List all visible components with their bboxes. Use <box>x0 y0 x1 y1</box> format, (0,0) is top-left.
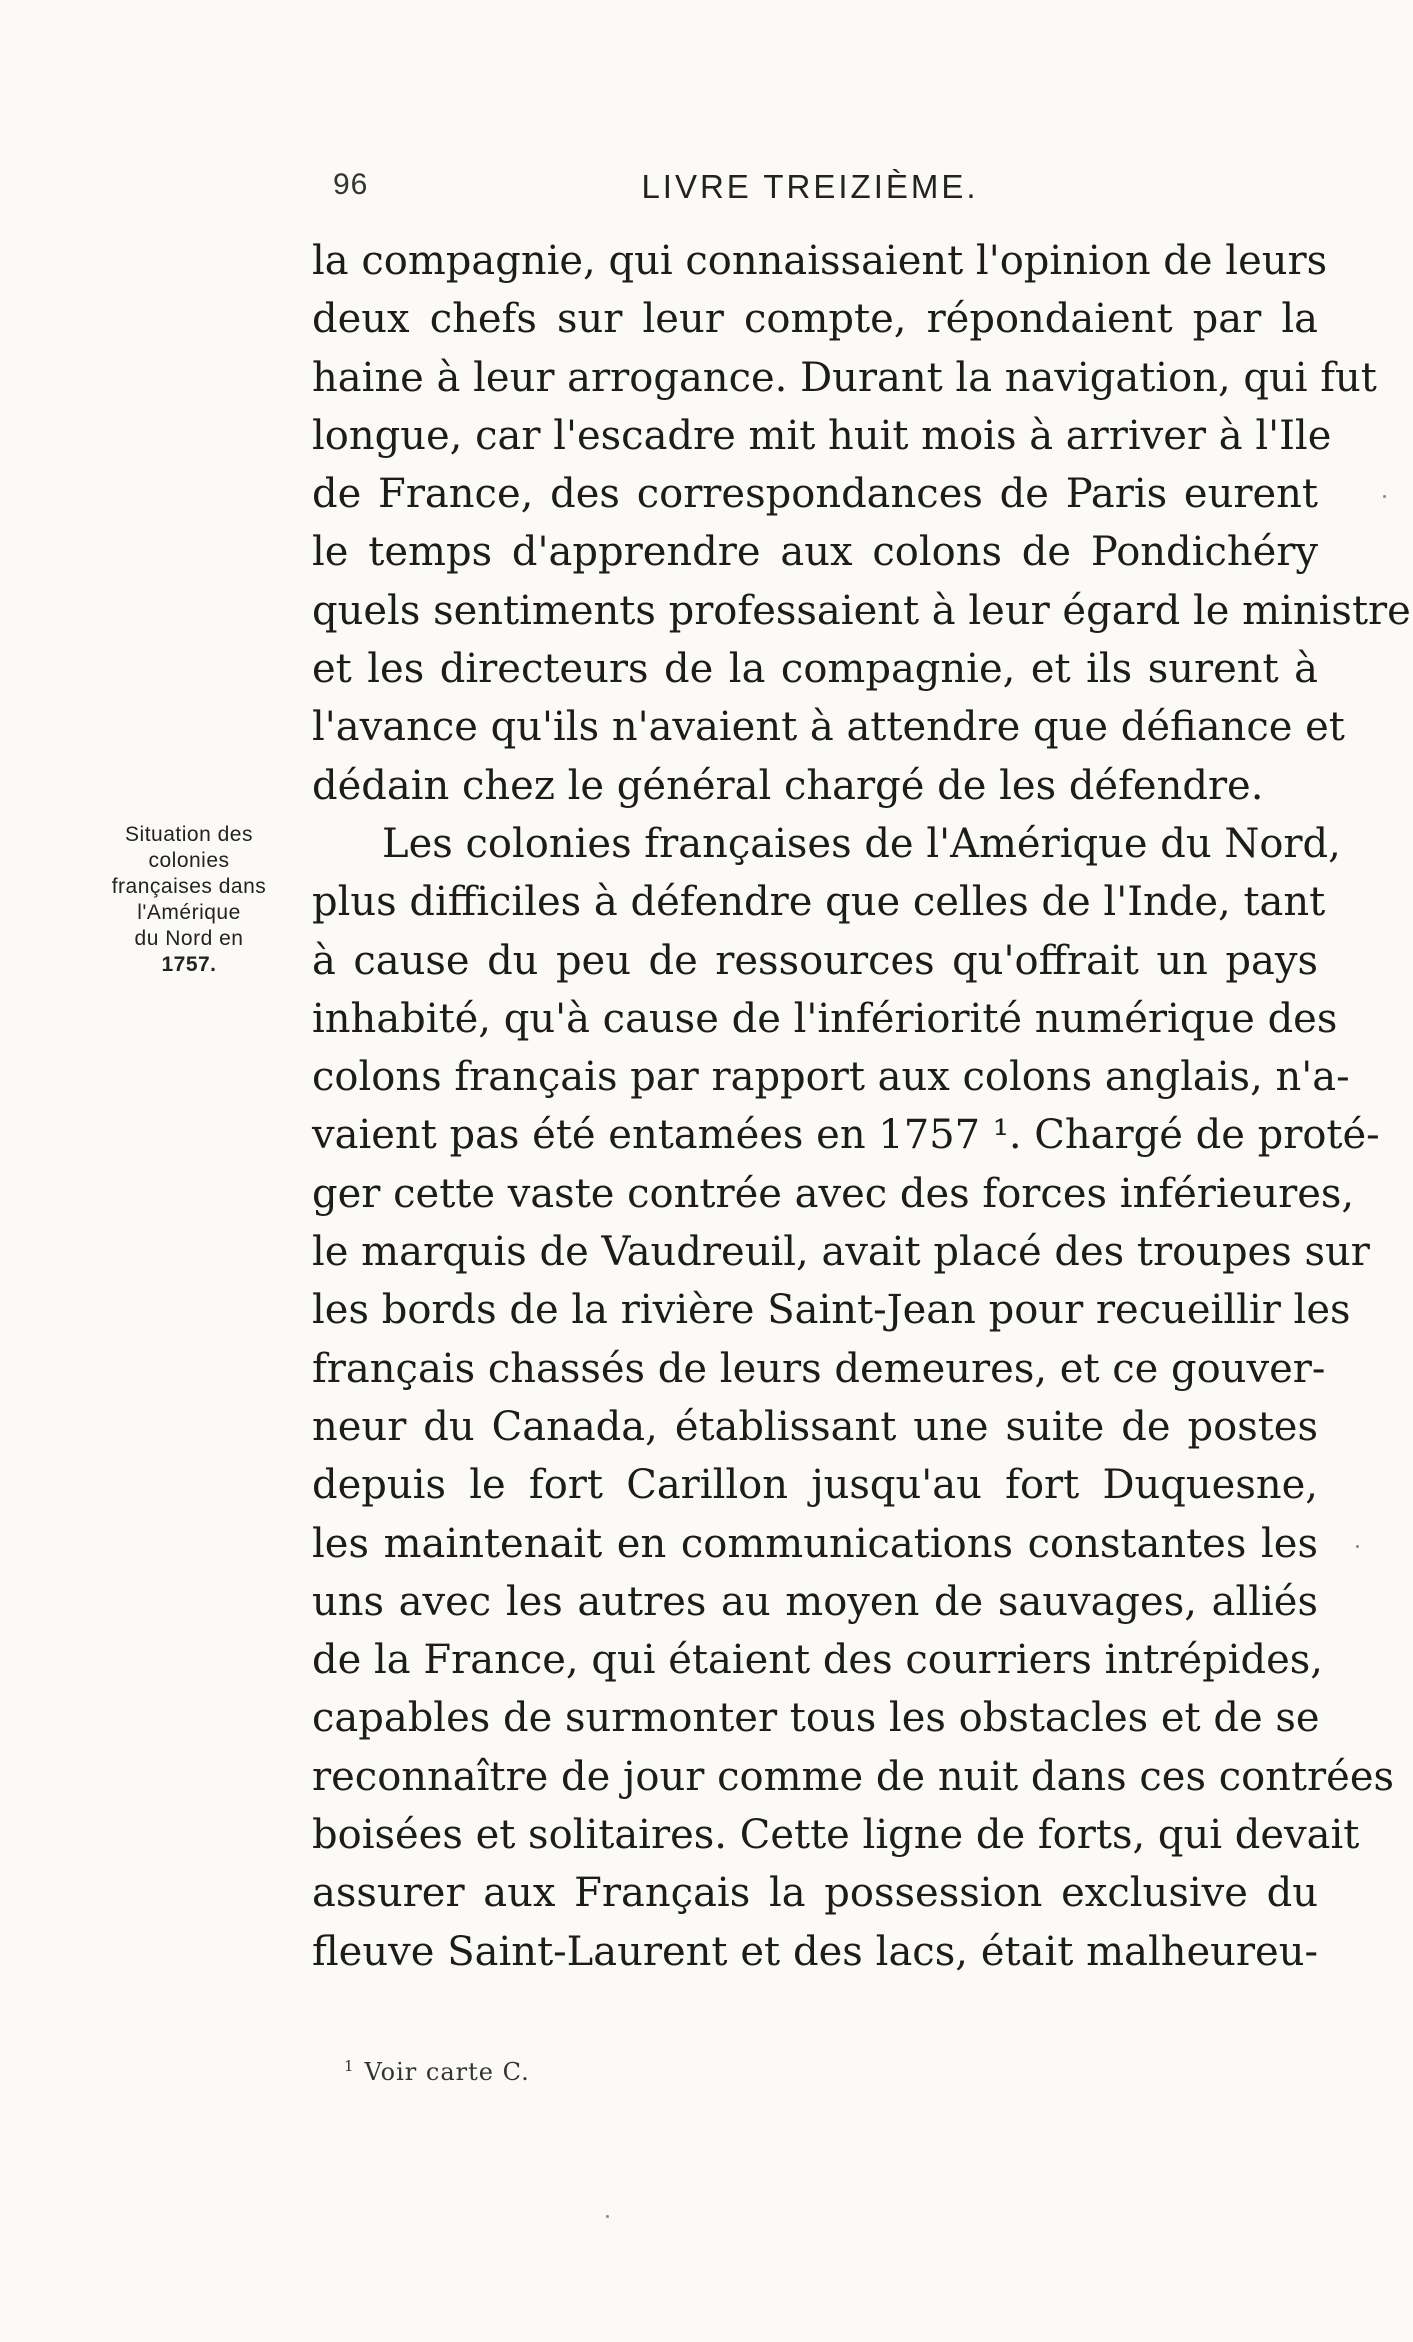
text-line: français chassés de leurs demeures, et ce gouver- <box>312 1345 1326 1392</box>
text-line: quels sentiments professaient à leur égard le ministre <box>312 587 1411 634</box>
text-line: fleuve Saint-Laurent et des lacs, était malheureu- <box>312 1928 1318 1975</box>
paper-speck <box>1356 1545 1359 1548</box>
text-line: capables de surmonter tous les obstacles et de se <box>312 1695 1320 1742</box>
text-line: de France, des correspondances de Paris eurent <box>312 471 1318 518</box>
text-line: assurer aux Français la possession exclusive du <box>312 1870 1318 1917</box>
text-line: l'avance qu'ils n'avaient à attendre que défiance et <box>312 704 1345 751</box>
text-line: plus difficiles à défendre que celles de l'Inde, tant <box>312 879 1326 926</box>
paper-speck <box>1383 495 1386 498</box>
text-line: deux chefs sur leur compte, répondaient par la <box>312 296 1318 343</box>
text-line: ger cette vaste contrée avec des forces inférieures, <box>312 1170 1355 1217</box>
text-line: depuis le fort Carillon jusqu'au fort Duquesne, <box>312 1462 1318 1509</box>
margin-note-year: 1757. <box>161 953 217 976</box>
page-header <box>300 168 1320 218</box>
text-line: colons français par rapport aux colons anglais, n'a- <box>312 1054 1350 1101</box>
margin-note <box>84 822 294 978</box>
footnote <box>344 2057 530 2086</box>
text-line: longue, car l'escadre mit huit mois à arriver à l'Ile <box>312 412 1332 459</box>
text-line: les bords de la rivière Saint-Jean pour recueillir les <box>312 1287 1351 1334</box>
margin-note-line: colonies <box>148 849 230 872</box>
text-line: et les directeurs de la compagnie, et ils surent à <box>312 646 1318 693</box>
footnote-text: Voir carte C. <box>364 2058 530 2086</box>
footnote-mark: 1 <box>344 2057 355 2075</box>
margin-note-line: françaises dans <box>111 875 267 898</box>
text-line: boisées et solitaires. Cette ligne de forts, qui devait <box>312 1812 1360 1859</box>
text-line: à cause du peu de ressources qu'offrait un pays <box>312 937 1318 984</box>
text-line: de la France, qui étaient des courriers intrépides, <box>312 1637 1323 1684</box>
text-line: le marquis de Vaudreuil, avait placé des troupes sur <box>312 1229 1370 1276</box>
paper-speck <box>606 2215 609 2218</box>
running-title: LIVRE TREIZIÈME. <box>641 168 979 205</box>
page-number: 96 <box>333 168 369 201</box>
text-line: le temps d'apprendre aux colons de Pondichéry <box>312 529 1318 576</box>
text-line: vaient pas été entamées en 1757 ¹. Chargé de proté- <box>312 1112 1380 1159</box>
margin-note-line: l'Amérique <box>137 901 241 924</box>
text-line: dédain chez le général chargé de les défendre. <box>312 762 1264 809</box>
text-line: haine à leur arrogance. Durant la navigation, qui fut <box>312 354 1377 401</box>
margin-note-line: du Nord en <box>134 927 244 950</box>
body-text <box>312 232 1411 1981</box>
margin-note-line: Situation des <box>125 823 253 846</box>
text-line: neur du Canada, établissant une suite de postes <box>312 1403 1318 1450</box>
text-line: reconnaître de jour comme de nuit dans ces contrées <box>312 1753 1395 1800</box>
text-line: inhabité, qu'à cause de l'infériorité numérique des <box>312 995 1338 1042</box>
text-line: uns avec les autres au moyen de sauvages, alliés <box>312 1578 1318 1625</box>
text-line: la compagnie, qui connaissaient l'opinion de leurs <box>312 238 1328 284</box>
text-line: les maintenait en communications constantes les <box>312 1520 1318 1567</box>
paragraph-start-line: Les colonies françaises de l'Amérique du Nord, <box>382 820 1341 867</box>
